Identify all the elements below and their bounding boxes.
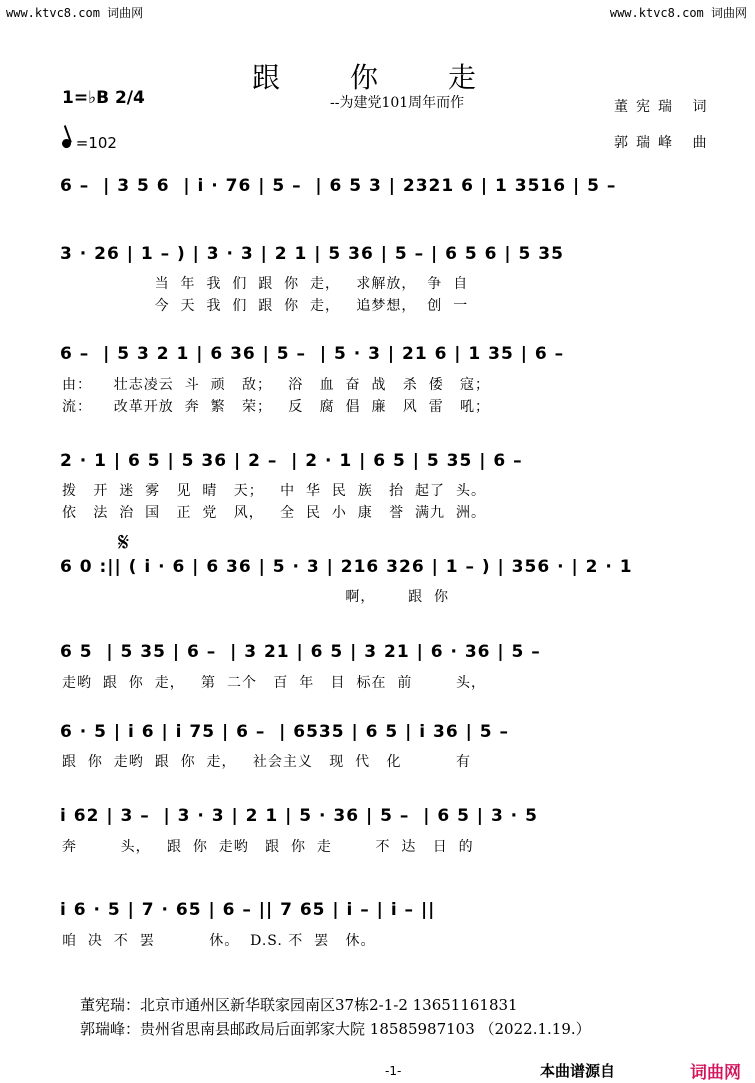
key-signature: 1=♭B 2/4 <box>62 88 145 108</box>
lyric-verse-2: 流： 改革开放 奔 繁 荣； 反 腐 倡 廉 风 雷 吼； <box>62 399 491 415</box>
score-row: 6 5 | 5 35 | 6 – | 3 21 | 6 5 | 3 21 | 6 · 36 | 5 – <box>60 642 548 662</box>
song-title: 跟你走 <box>252 61 547 94</box>
site-logo[interactable]: 词曲网 <box>690 1063 741 1083</box>
score-row: i 6 · 5 | 7 · 65 | 6 – || 7 65 | i – | i – || <box>60 900 436 920</box>
quarter-note-icon <box>61 138 73 150</box>
tempo-value: =102 <box>75 134 117 152</box>
page-number: -1- <box>385 1064 402 1078</box>
lyric-verse-1: 拨 开 迷 雾 见 晴 天； 中 华 民 族 抬 起了 头。 <box>62 483 486 499</box>
score-row: i 62 | 3 – | 3 · 3 | 2 1 | 5 · 36 | 5 – | 6 5 | 3 · 5 <box>60 806 538 826</box>
lyricist-address: 董宪瑞：北京市通州区新华联家园南区37栋2-1-2 13651161831 <box>80 996 518 1014</box>
score-row: 6 – | 3 5 6 | i · 76 | 5 – | 6 5 3 | 2321 6 | 1 3516 | 5 – <box>60 176 624 196</box>
lyric-verse-1: 走哟 跟 你 走， 第 二个 百 年 目 标在 前 头， <box>62 675 486 691</box>
composer-credit: 郭瑞峰 曲 <box>614 135 715 151</box>
source-note: 本曲谱源自 <box>540 1062 616 1080</box>
lyric-verse-1: 啊， 跟 你 <box>62 589 450 605</box>
score-row: 2 · 1 | 6 5 | 5 36 | 2 – | 2 · 1 | 6 5 | 5 35 | 6 – <box>60 451 530 471</box>
lyric-verse-1: 由： 壮志凌云 斗 顽 敌； 浴 血 奋 战 杀 倭 寇； <box>62 377 491 393</box>
tempo-marking <box>62 134 117 152</box>
lyric-verse-1: 咱 决 不 罢 休。 D.S. 不 罢 休。 <box>62 933 376 949</box>
score-row: 6 0 :|| ( i · 6 | 6 36 | 5 · 3 | 216 326 | 1 – ) | 356 · | 2 · 1 <box>60 557 633 577</box>
site-header-left[interactable]: www.ktvc8.com 词曲网 <box>6 6 144 20</box>
score-row: 6 – | 5 3 2 1 | 6 36 | 5 – | 5 · 3 | 21 6 | 1 35 | 6 – <box>60 344 572 364</box>
lyric-verse-1: 当 年 我 们 跟 你 走， 求解放， 争 自 <box>62 276 469 292</box>
score-row: 3 · 26 | 1 – ) | 3 · 3 | 2 1 | 5 36 | 5 – | 6 5 6 | 5 35 <box>60 244 564 264</box>
song-subtitle: --为建党101周年而作 <box>330 95 465 111</box>
lyric-verse-1: 奔 头， 跟 你 走哟 跟 你 走 不 达 日 的 <box>62 839 474 855</box>
score-row: 6 · 5 | i 6 | i 75 | 6 – | 6535 | 6 5 | i 36 | 5 – <box>60 722 516 742</box>
lyricist-credit: 董宪瑞 词 <box>614 99 715 115</box>
composer-address: 郭瑞峰：贵州省思南县邮政局后面郭家大院 18585987103 （2022.1.19.） <box>80 1020 591 1038</box>
site-header-right[interactable]: www.ktvc8.com 词曲网 <box>609 6 747 20</box>
lyric-verse-2: 今 天 我 们 跟 你 走， 追梦想， 创 一 <box>62 298 469 314</box>
lyric-verse-1: 跟 你 走哟 跟 你 走， 社会主义 现 代 化 有 <box>62 754 471 770</box>
lyric-verse-2: 依 法 治 国 正 党 风， 全 民 小 康 誉 满九 洲。 <box>62 505 486 521</box>
segno-sign: 𝄋 <box>118 528 130 558</box>
